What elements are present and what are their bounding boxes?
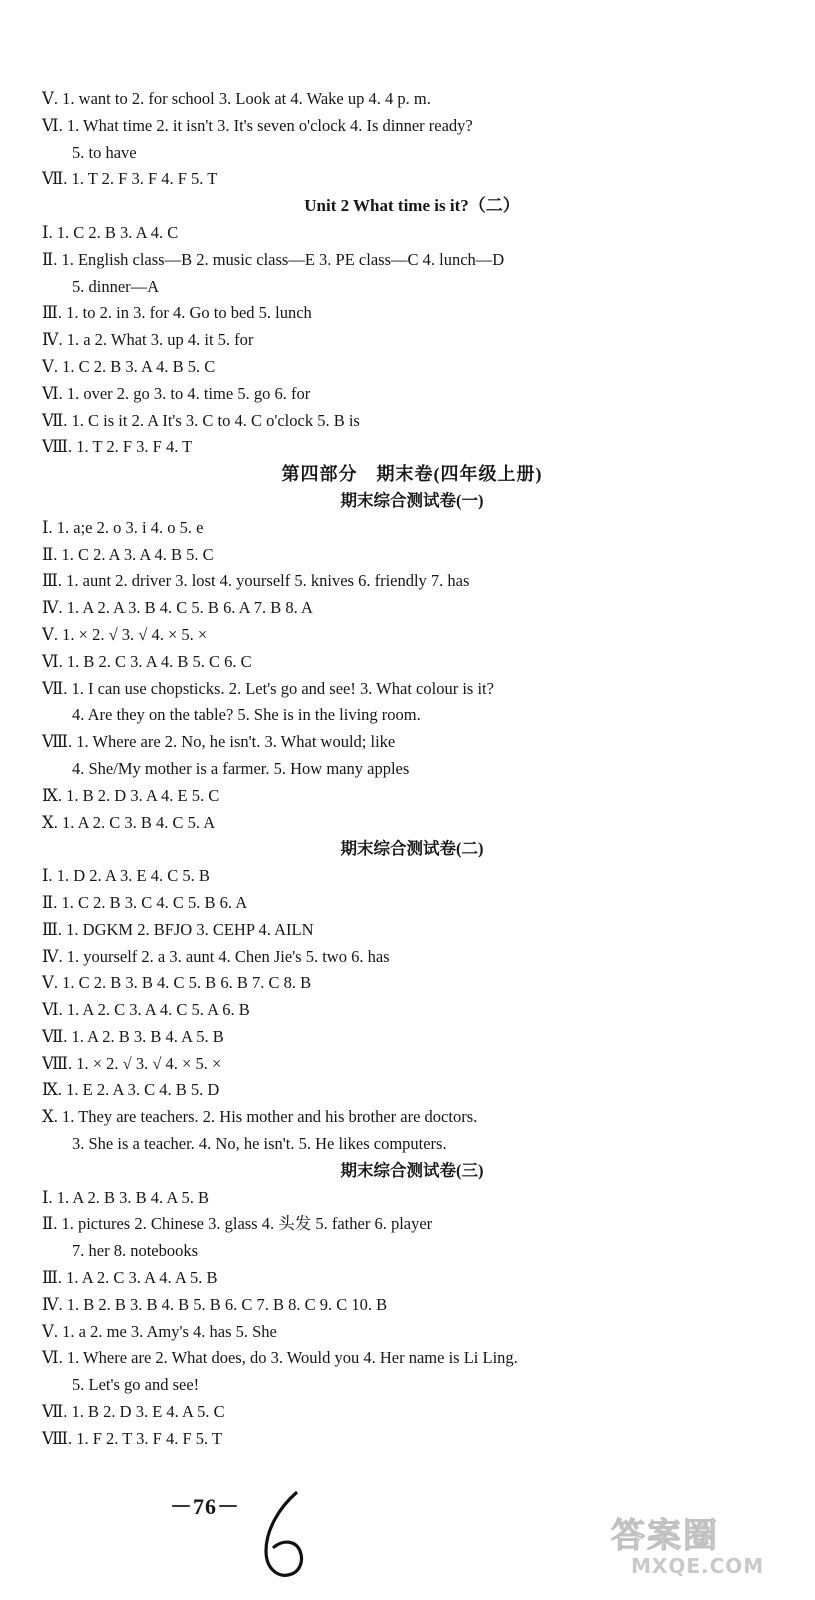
test-title: 期末综合测试卷(二) bbox=[340, 839, 484, 859]
answer-line: Ⅴ. 1. a 2. me 3. Amy's 4. has 5. She bbox=[42, 1321, 277, 1341]
answer-line: Ⅲ. 1. A 2. C 3. A 4. A 5. B bbox=[42, 1268, 218, 1288]
answer-line: Ⅰ. 1. C 2. B 3. A 4. C bbox=[42, 222, 179, 242]
answer-line: Ⅲ. 1. DGKM 2. BFJO 3. CEHP 4. AILN bbox=[42, 919, 314, 939]
answer-line: Ⅵ. 1. What time 2. it isn't 3. It's seven o'clock 4. Is dinner ready? bbox=[42, 115, 473, 135]
answer-line: Ⅱ. 1. English class—B 2. music class—E 3. PE class—C 4. lunch—D bbox=[42, 249, 505, 269]
answer-line: Ⅰ. 1. A 2. B 3. B 4. A 5. B bbox=[42, 1187, 209, 1207]
test-title: 期末综合测试卷(一) bbox=[340, 490, 484, 510]
handwritten-mark-six bbox=[250, 1485, 320, 1585]
answer-line: Ⅴ. 1. C 2. B 3. B 4. C 5. B 6. B 7. C 8. B bbox=[42, 973, 312, 993]
answer-line: Ⅵ. 1. Where are 2. What does, do 3. Would you 4. Her name is Li Ling. bbox=[42, 1348, 518, 1368]
answer-line: Ⅵ. 1. A 2. C 3. A 4. C 5. A 6. B bbox=[42, 1000, 250, 1020]
section-title: Unit 2 What time is it?（二） bbox=[304, 196, 520, 216]
answer-line: Ⅶ. 1. I can use chopsticks. 2. Let's go and see! 3. What colour is it? bbox=[42, 678, 494, 698]
answer-line: Ⅹ. 1. A 2. C 3. B 4. C 5. A bbox=[42, 812, 216, 832]
answer-line: Ⅵ. 1. over 2. go 3. to 4. time 5. go 6. for bbox=[42, 383, 311, 403]
test-title: 期末综合测试卷(三) bbox=[340, 1160, 484, 1180]
answer-line: Ⅰ. 1. D 2. A 3. E 4. C 5. B bbox=[42, 866, 210, 886]
answer-line: Ⅱ. 1. C 2. B 3. C 4. C 5. B 6. A bbox=[42, 892, 248, 912]
answer-line: Ⅵ. 1. B 2. C 3. A 4. B 5. C 6. C bbox=[42, 651, 252, 671]
answer-line: Ⅶ. 1. T 2. F 3. F 4. F 5. T bbox=[42, 169, 218, 189]
answer-line: Ⅳ. 1. a 2. What 3. up 4. it 5. for bbox=[42, 330, 254, 350]
answer-list bbox=[42, 86, 782, 1453]
answer-line: Ⅲ. 1. aunt 2. driver 3. lost 4. yourself 5. knives 6. friendly 7. has bbox=[42, 571, 470, 591]
answer-line: Ⅰ. 1. a;e 2. o 3. i 4. o 5. e bbox=[42, 517, 204, 537]
answer-line-continued: 5. Let's go and see! bbox=[72, 1375, 200, 1395]
answer-line: Ⅶ. 1. C is it 2. A It's 3. C to 4. C o'clock 5. B is bbox=[42, 410, 360, 430]
answer-line-continued: 5. dinner—A bbox=[72, 276, 160, 296]
answer-line: Ⅳ. 1. yourself 2. a 3. aunt 4. Chen Jie's 5. two 6. has bbox=[42, 946, 390, 966]
watermark-url: MXQE.COM bbox=[631, 1554, 765, 1578]
watermark-logo bbox=[597, 1506, 797, 1586]
part-title: 第四部分 期末卷(四年级上册) bbox=[281, 464, 543, 485]
answer-line: Ⅶ. 1. B 2. D 3. E 4. A 5. C bbox=[42, 1402, 225, 1422]
answer-line: Ⅶ. 1. A 2. B 3. B 4. A 5. B bbox=[42, 1026, 224, 1046]
answer-line: Ⅷ. 1. T 2. F 3. F 4. T bbox=[42, 437, 193, 457]
answer-line: Ⅷ. 1. F 2. T 3. F 4. F 5. T bbox=[42, 1428, 223, 1448]
answer-line-continued: 3. She is a teacher. 4. No, he isn't. 5. He likes computers. bbox=[72, 1134, 447, 1154]
answer-line: Ⅱ. 1. C 2. A 3. A 4. B 5. C bbox=[42, 544, 214, 564]
answer-line: Ⅷ. 1. × 2. √ 3. √ 4. × 5. × bbox=[42, 1053, 222, 1073]
watermark-title: 答案圈 bbox=[611, 1516, 719, 1556]
answer-line: Ⅴ. 1. want to 2. for school 3. Look at 4. Wake up 4. 4 p. m. bbox=[42, 89, 431, 108]
answer-line-continued: 7. her 8. notebooks bbox=[72, 1241, 199, 1261]
page-number: －76－ bbox=[170, 1494, 241, 1519]
answer-line: Ⅸ. 1. B 2. D 3. A 4. E 5. C bbox=[42, 785, 220, 805]
answer-line: Ⅴ. 1. × 2. √ 3. √ 4. × 5. × bbox=[42, 624, 208, 644]
answer-line: Ⅹ. 1. They are teachers. 2. His mother and his brother are doctors. bbox=[42, 1107, 478, 1127]
answer-line: Ⅷ. 1. Where are 2. No, he isn't. 3. What would; like bbox=[42, 732, 396, 752]
answer-line: Ⅳ. 1. B 2. B 3. B 4. B 5. B 6. C 7. B 8. C 9. C 10. B bbox=[42, 1294, 388, 1314]
answer-line: Ⅲ. 1. to 2. in 3. for 4. Go to bed 5. lunch bbox=[42, 303, 312, 323]
answer-line: Ⅴ. 1. C 2. B 3. A 4. B 5. C bbox=[42, 356, 216, 376]
answer-line: Ⅱ. 1. pictures 2. Chinese 3. glass 4. 头发 5. father 6. player bbox=[42, 1214, 433, 1234]
answer-line: Ⅸ. 1. E 2. A 3. C 4. B 5. D bbox=[42, 1080, 220, 1100]
answer-line-continued: 4. Are they on the table? 5. She is in the living room. bbox=[72, 705, 421, 725]
answer-line-continued: 5. to have bbox=[72, 142, 137, 162]
answer-line-continued: 4. She/My mother is a farmer. 5. How many apples bbox=[72, 758, 410, 778]
answer-line: Ⅳ. 1. A 2. A 3. B 4. C 5. B 6. A 7. B 8. A bbox=[42, 598, 313, 618]
